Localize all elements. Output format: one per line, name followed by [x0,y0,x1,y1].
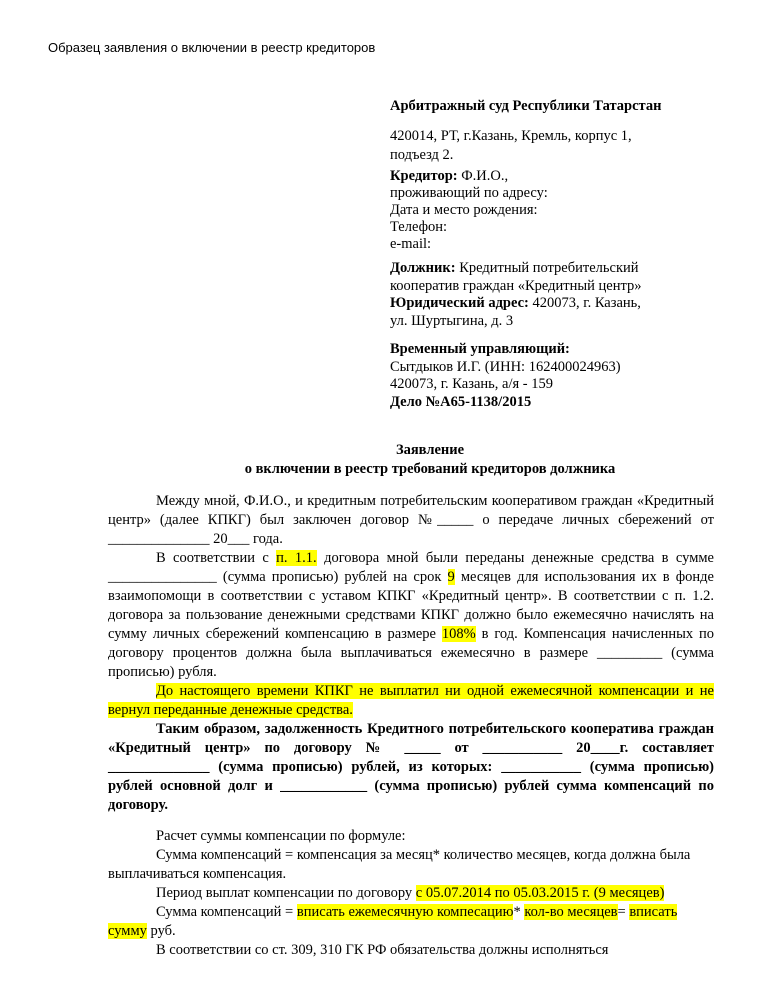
highlight-term: 9 [447,569,455,585]
paragraph-contract: Между мной, Ф.И.О., и кредитным потребительским кооперативом граждан «Кредитный центр» (далее КПКГ) был заключен договор №_____ о передаче личных сбережений от ______________ 20___ года. [108,493,714,547]
calculation-block [108,827,714,960]
creditor-address: проживающий по адресу: [390,185,548,201]
page-header: Образец заявления о включении в реестр кредиторов [48,40,376,55]
highlight-clause: п. 1.1. [276,550,317,566]
court-address [390,127,730,165]
doc-title-line2: о включении в реестр требований кредиторов должника [244,461,616,477]
manager-address: 420073, г. Казань, а/я - 159 [390,376,553,392]
case-number: Дело №А65-1138/2015 [390,393,532,410]
debtor-label: Должник: [390,260,456,276]
debtor-legal-value: 420073, г. Казань, [528,295,641,311]
calc-formula: Сумма компенсаций = компенсация за месяц* количество месяцев, когда должна была выплачиваться компенсация. [108,847,691,882]
manager-block [390,341,730,411]
paragraph-transfer: В соответствии с п. 1.1. договора мной были переданы денежные средства в сумме _______________ (сумма прописью) рублей на срок 9 месяцев для использования их в фонде взаимопомощи в соответствии с уставом КПКГ «Кредитный центр». В соответствии с п. 1.2. договора за пользование денежными средствами КПКГ должно было ежемесячно начислять на сумму личных сбережений компенсацию в размере 108% в год. Компенсация начисленных по договору процентов должна была выплачиваться ежемесячно в размере _________ (сумма прописью) рубля. [108,550,715,680]
debtor-legal-label: Юридический адрес: [390,295,529,311]
paragraph-nonpayment: До настоящего времени КПКГ не выплатил ни одной ежемесячной компенсации и не вернул переданные денежные средства. [108,683,714,718]
creditor-email: e-mail: [390,236,432,252]
highlight-period: с 05.07.2014 по 05.03.2015 г. (9 месяцев) [415,885,665,901]
creditor-name: Ф.И.О., [457,168,509,184]
court-address-line1: 420014, РТ, г.Казань, Кремль, корпус 1, [390,128,632,144]
debtor-name: Кредитный потребительский [455,260,639,276]
calc-sum: Сумма компенсаций = вписать ежемесячную компесацию* кол-во месяцев= вписать сумму руб. [108,904,678,939]
creditor-label: Кредитор: [390,168,458,184]
calc-intro: Расчет суммы компенсации по формуле: [156,828,406,844]
doc-title-line1: Заявление [395,442,465,458]
creditor-phone: Телефон: [390,219,448,235]
paragraph-debt-total: Таким образом, задолженность Кредитного потребительского кооператива граждан «Кредитный центр» по договору № _____ от ___________ 20____г. составляет ______________ (сумма прописью) рублей, из которых: ___________ (сумма прописью) рублей основной долг и ____________ (сумма прописью) рублей сумма компенсаций по договору. [108,721,714,813]
calc-period: Период выплат компенсации по договору с 05.07.2014 по 05.03.2015 г. (9 месяцев) [156,885,665,901]
court-address-line2: подъезд 2. [390,147,454,163]
creditor-block [390,168,730,253]
court-name: Арбитражный суд Республики Татарстан [390,98,662,114]
calc-legal-basis: В соответствии со ст. 309, 310 ГК РФ обязательства должны исполняться [156,942,609,958]
manager-label: Временный управляющий: [390,341,570,357]
statement-body [108,492,714,815]
doc-title [0,441,768,479]
creditor-birth: Дата и место рождения: [390,202,538,218]
debtor-block [390,260,730,330]
debtor-street: ул. Шуртыгина, д. 3 [390,312,514,329]
highlight-rate: 108% [441,626,476,642]
manager-name: Сытдыков И.Г. (ИНН: 162400024963) [390,358,621,375]
debtor-name-cont: кооператив граждан «Кредитный центр» [390,277,642,294]
